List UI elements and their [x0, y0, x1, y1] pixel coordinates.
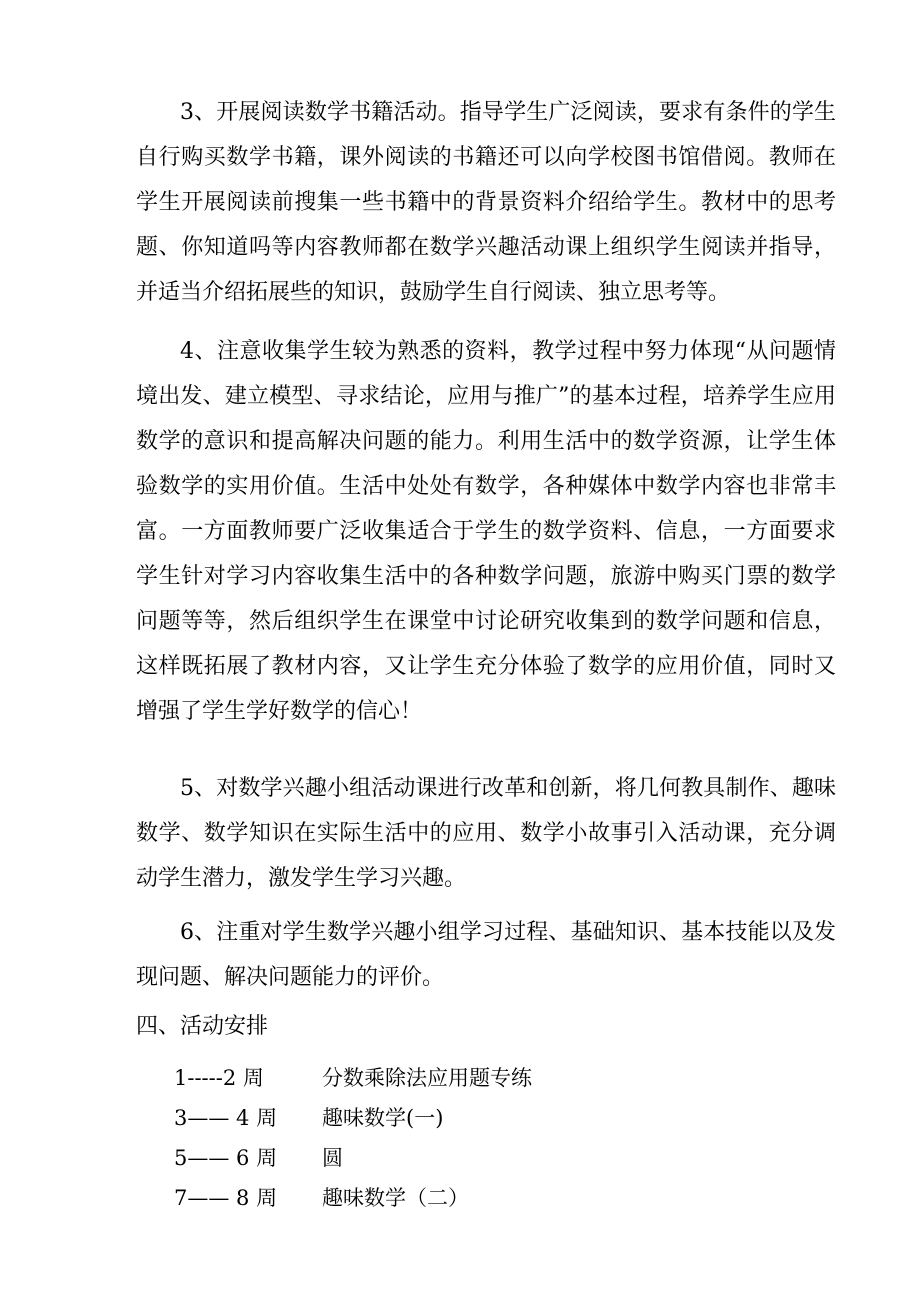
- schedule-topic: 分数乘除法应用题专练: [322, 1066, 532, 1090]
- activity-schedule-list: [174, 1058, 532, 1218]
- schedule-row: [174, 1098, 532, 1138]
- paragraph-4: 4、注意收集学生较为熟悉的资料，教学过程中努力体现“从问题情境出发、建立模型、寻求结论，应用与推广”的基本过程，培养学生应用数学的意识和提高解决问题的能力。利用生活中的数学资源，让学生体验数学的实用价值。生活中处处有数学，各种媒体中数学内容也非常丰富。一方面教师要广泛收集适合于学生的数学资料、信息，一方面要求学生针对学习内容收集生活中的各种数学问题，旅游中购买门票的数学问题等等，然后组织学生在课堂中讨论研究收集到的数学问题和信息，这样既拓展了教材内容，又让学生充分体验了数学的应用价值，同时又增强了学生学好数学的信心！: [136, 339, 836, 724]
- schedule-weeks: 7—— 8 周: [174, 1186, 278, 1210]
- schedule-row: [174, 1138, 532, 1178]
- schedule-topic: 趣味数学(一): [322, 1106, 444, 1130]
- paragraph-5: 5、对数学兴趣小组活动课进行改革和创新，将几何教具制作、趣味数学、数学知识在实际生活中的应用、数学小故事引入活动课，充分调动学生潜力，激发学生学习兴趣。: [136, 776, 836, 891]
- paragraph-6: 6、注重对学生数学兴趣小组学习过程、基础知识、基本技能以及发现问题、解决问题能力的评价。: [136, 920, 836, 990]
- paragraph-3: 3、开展阅读数学书籍活动。指导学生广泛阅读，要求有条件的学生自行购买数学书籍，课外阅读的书籍还可以向学校图书馆借阅。教师在学生开展阅读前搜集一些书籍中的背景资料介绍给学生。教材中的思考题、你知道吗等内容教师都在数学兴趣活动课上组织学生阅读并指导，并适当介绍拓展些的知识，鼓励学生自行阅读、独立思考等。: [136, 100, 836, 305]
- section-heading-activity-schedule: 四、活动安排: [136, 1014, 269, 1039]
- schedule-topic: 趣味数学（二）: [322, 1186, 469, 1210]
- schedule-row: [174, 1058, 532, 1098]
- schedule-row: [174, 1178, 532, 1218]
- schedule-weeks: 3—— 4 周: [174, 1106, 278, 1130]
- schedule-weeks: 1-----2 周: [174, 1066, 264, 1090]
- schedule-weeks: 5—— 6 周: [174, 1146, 278, 1170]
- schedule-topic: 圆: [322, 1146, 343, 1170]
